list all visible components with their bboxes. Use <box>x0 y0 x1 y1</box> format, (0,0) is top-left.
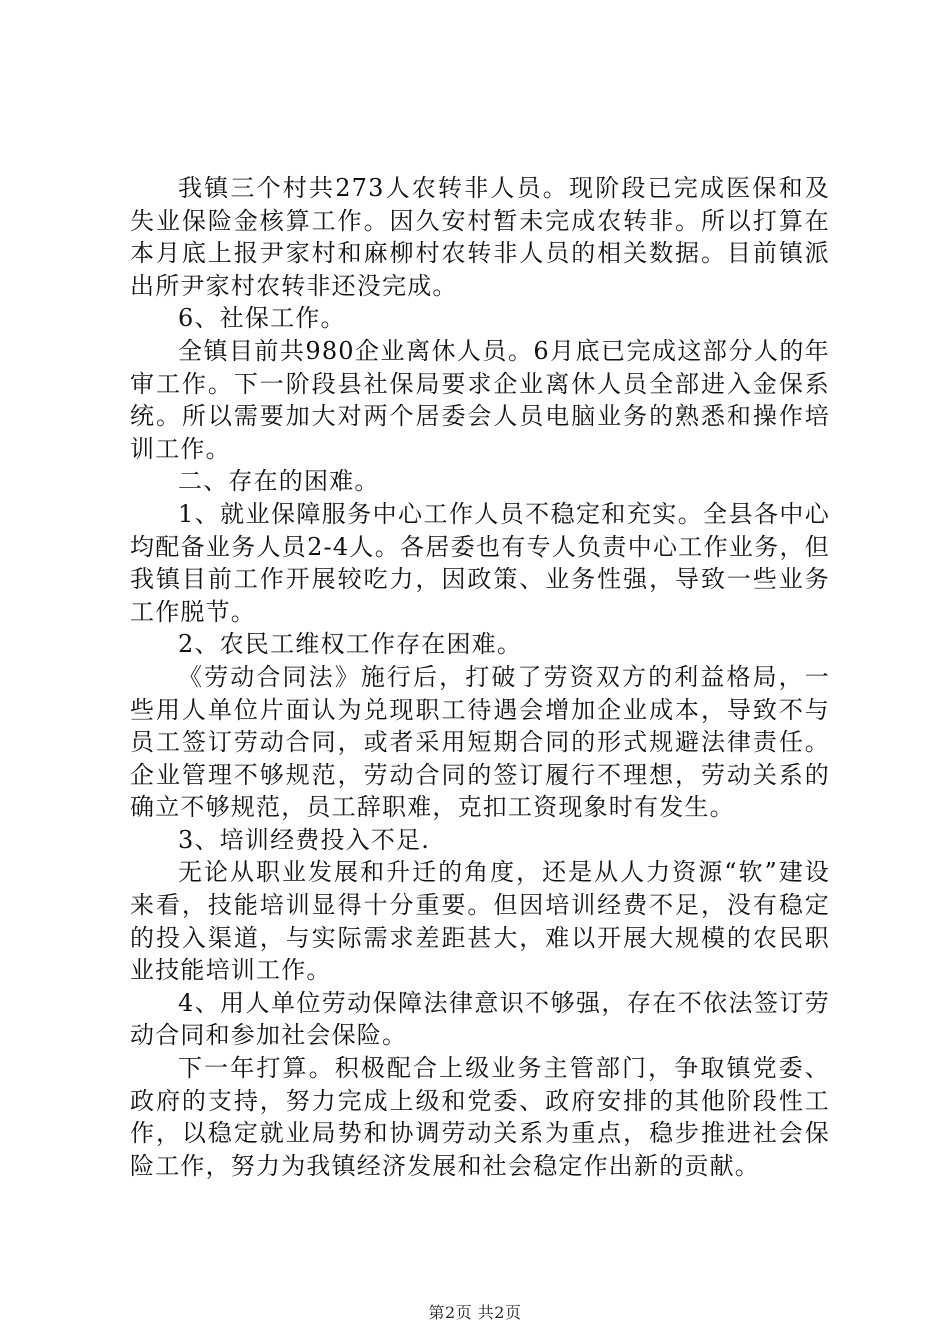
document-body <box>130 172 830 1182</box>
heading-training-funds: 3、培训经费投入不足. <box>178 825 431 854</box>
paragraph-villages-conversion: 我镇三个村共273人农转非人员。现阶段已完成医保和及失业保险金核算工作。因久安村暂未完成农转非。所以打算在本月底上报尹家村和麻柳村农转非人员的相关数据。目前镇派出所尹家村农转非还没完成。 <box>130 174 830 300</box>
heading-social-security-work: 6、社保工作。 <box>178 304 346 333</box>
page-footer: 第2页 共2页 <box>428 1303 522 1322</box>
heading-migrant-workers-rights: 2、农民工维权工作存在困难。 <box>178 630 523 659</box>
heading-difficulties: 二、存在的困难。 <box>178 467 380 496</box>
paragraph-next-year-plan: 下一年打算。积极配合上级业务主管部门，争取镇党委、政府的支持，努力完成上级和党委、政府安排的其他阶段性工作，以稳定就业局势和协调劳动关系为重点，稳步推进社会保险工作，努力为我镇经济发展和社会稳定作出新的贡献。 <box>130 1054 830 1180</box>
paragraph-legal-awareness: 4、用人单位劳动保障法律意识不够强，存在不依法签订劳动合同和参加社会保险。 <box>130 988 830 1050</box>
paragraph-labor-contract-law: 《劳动合同法》施行后，打破了劳资双方的利益格局，一些用人单位片面认为兑现职工待遇会增加企业成本，导致不与员工签订劳动合同，或者采用短期合同的形式规避法律责任。企业管理不够规范，劳动合同的签订履行不理想，劳动关系的确立不够规范，员工辞职难，克扣工资现象时有发生。 <box>130 662 830 822</box>
paragraph-retirees: 全镇目前共980企业离休人员。6月底已完成这部分人的年审工作。下一阶段县社保局要求企业离休人员全部进入金保系统。所以需要加大对两个居委会人员电脑业务的熟悉和操作培训工作。 <box>130 336 830 463</box>
paragraph-staffing-difficulty: 1、就业保障服务中心工作人员不稳定和充实。全县各中心均配备业务人员2-4人。各居委也有专人负责中心工作业务，但我镇目前工作开展较吃力，因政策、业务性强，导致一些业务工作脱节。 <box>130 499 830 626</box>
paragraph-training-importance: 无论从职业发展和升迁的角度，还是从人力资源“软”建设来看，技能培训显得十分重要。但因培训经费不足，没有稳定的投入渠道，与实际需求差距甚大，难以开展大规模的农民职业技能培训工作。 <box>130 858 830 985</box>
